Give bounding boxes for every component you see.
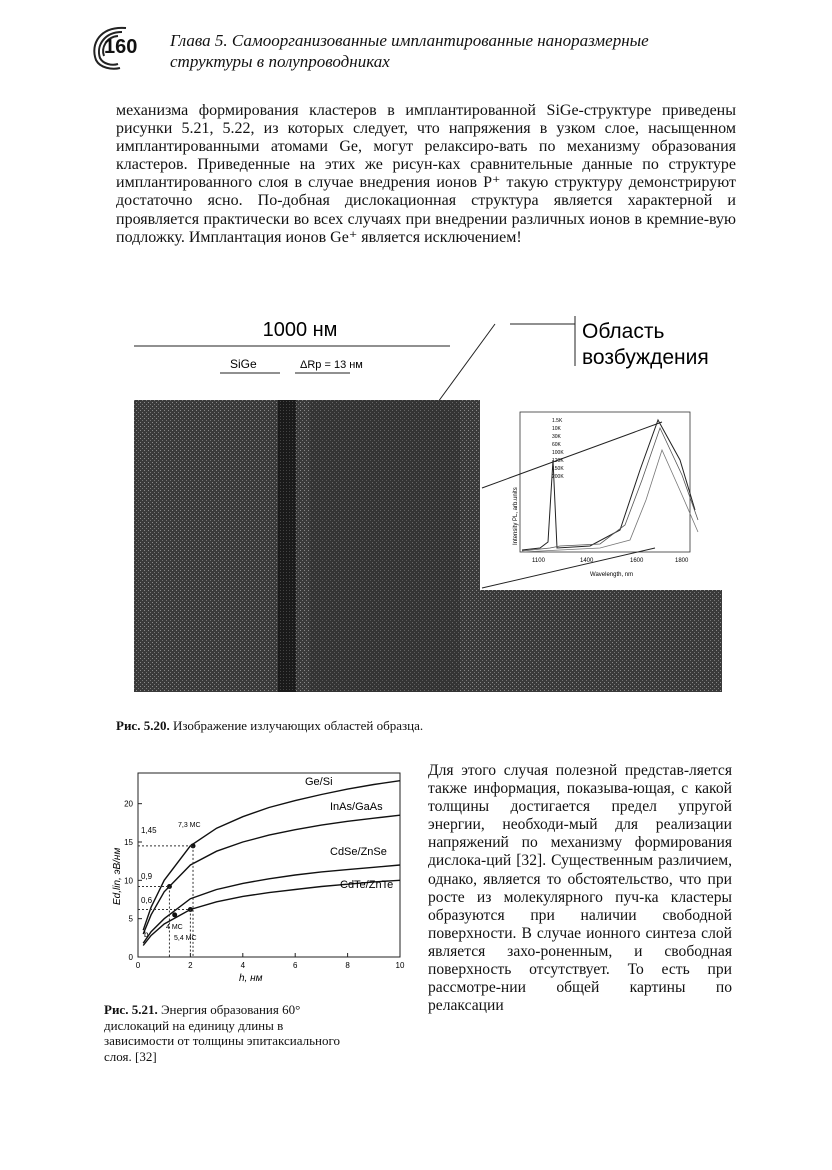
inset-spectrum xyxy=(480,400,722,590)
inset-legend-1: 10K xyxy=(552,426,561,432)
x-tick-label: 4 xyxy=(240,961,246,970)
series-line-cdse-znse xyxy=(143,865,400,943)
figure-5-20 xyxy=(120,310,740,705)
series-label: Ge/Si xyxy=(305,776,333,788)
region-pointer xyxy=(438,324,495,402)
x-tick-label: 6 xyxy=(292,961,298,970)
micrograph-lower-right xyxy=(480,590,722,692)
chapter-title-line2: структуры в полупроводниках xyxy=(170,52,390,71)
inset-xtick-0: 1100 xyxy=(532,558,545,564)
x-axis-label: h, нм xyxy=(239,973,263,984)
caption2-label: Рис. 5.21. xyxy=(104,1002,158,1017)
inset-xtick-1: 1400 xyxy=(580,558,594,564)
delta-label: ΔRp = 13 нм xyxy=(300,359,363,371)
inset-legend-3: 60K xyxy=(552,442,561,448)
caption-text: Изображение излучающих областей образца. xyxy=(172,718,424,733)
inset-xtick-3: 1800 xyxy=(675,558,689,564)
annot-09: 0,9 xyxy=(141,872,153,881)
annot-54mc: 5,4 MC xyxy=(174,935,197,942)
inset-legend-7: 200K xyxy=(552,474,564,480)
chart-annotations xyxy=(141,822,201,942)
annot-06: 0,6 xyxy=(141,896,153,905)
series-label: CdSe/ZnSe xyxy=(330,846,387,858)
chapter-title-line1: Глава 5. Самоорганизованные имплантированные наноразмерные xyxy=(170,31,649,50)
annot-4mc: 4 MC xyxy=(166,924,183,931)
annot-73mc: 7,3 MC xyxy=(178,822,201,829)
body-paragraph: механизма формирования кластеров в имплантированной SiGe-структуре приведены рисунки 5.21, 5.22, из которых следует, что напряжения в узком слое, насыщенном имплантированными атомами Ge, могут релаксиро-вать по механизму образования кластеров. Приведенные на этих же рисун-ках сравнительные данные по структуре имплантированного слоя в случае внедрения ионов P⁺ такую структуру демонстрируют достаточно ясно. По-добная дислокационная структура является характерной и проявляется практически во всех случаях при внедрении различных ионов в кремние-вую подложку. Имплантация ионов Ge⁺ является исключением! xyxy=(116,102,736,246)
y-tick-label: 15 xyxy=(124,838,133,847)
y-tick-label: 0 xyxy=(128,953,133,962)
inset-legend-2: 30K xyxy=(552,434,561,440)
inset-xlabel: Wavelength, nm xyxy=(590,572,634,578)
critical-thickness-marker xyxy=(172,912,177,917)
inset-legend-4: 100K xyxy=(552,450,564,456)
x-tick-label: 10 xyxy=(395,961,405,970)
caption2-text: Энергия образования 60° дислокаций на единицу длины в зависимости от толщины эпитаксиального слоя. [32] xyxy=(104,1002,341,1064)
figure-5-20-caption xyxy=(116,718,423,734)
page-number: 160 xyxy=(104,36,138,58)
y-tick-label: 10 xyxy=(124,876,133,886)
dark-band xyxy=(278,400,296,692)
series-label: InAs/GaAs xyxy=(330,801,383,813)
dark-region xyxy=(310,400,460,692)
annot-b: b xyxy=(144,930,149,939)
region-label-1: Область xyxy=(582,320,665,343)
y-axis-label: Ed,lin, эВ/нм xyxy=(112,847,123,905)
x-tick-label: 2 xyxy=(188,961,193,970)
figure-5-21-caption xyxy=(104,1002,354,1064)
scale-label: 1000 нм xyxy=(262,319,338,341)
series-line-inas-gaas xyxy=(143,815,400,934)
series-label: CdTe/ZnTe xyxy=(340,879,394,891)
inset-xtick-2: 1600 xyxy=(630,558,644,564)
chart-labels xyxy=(305,776,393,891)
x-tick-label: 0 xyxy=(135,961,141,970)
x-tick-label: 8 xyxy=(345,961,350,970)
y-tick-label: 20 xyxy=(124,799,133,809)
caption-label: Рис. 5.20. xyxy=(116,718,170,733)
inset-legend-0: 1.5K xyxy=(552,418,563,424)
y-tick-label: 5 xyxy=(128,914,133,924)
inset-legend-6: 150K xyxy=(552,466,564,472)
annot-145: 1,45 xyxy=(141,826,157,835)
sige-label: SiGe xyxy=(230,357,257,371)
inset-ylabel: Intensity PL, arb.units xyxy=(513,487,519,545)
figure-5-21-chart xyxy=(100,765,410,1000)
inset-legend-5: 120K xyxy=(552,458,564,464)
region-label-2: возбуждения xyxy=(582,346,709,369)
running-head xyxy=(170,30,730,72)
right-column-text: Для этого случая полезной представ-ляется также информация, показыва-ющая, с какой толщины достигается предел упругой энергии, необходи-мый для реализации напряжений по механизму формирования дислока-ций [32]. Существенным различием, однако, является то обстоятельство, что при росте из молекулярного пуч-ка кластеры образуются при наличии свободной поверхности. В случае ионного синтеза слой является захо-роненным, и свободная поверхность отсутствует. То есть при рассмотре-нии общей картины по релаксации xyxy=(428,762,732,1015)
